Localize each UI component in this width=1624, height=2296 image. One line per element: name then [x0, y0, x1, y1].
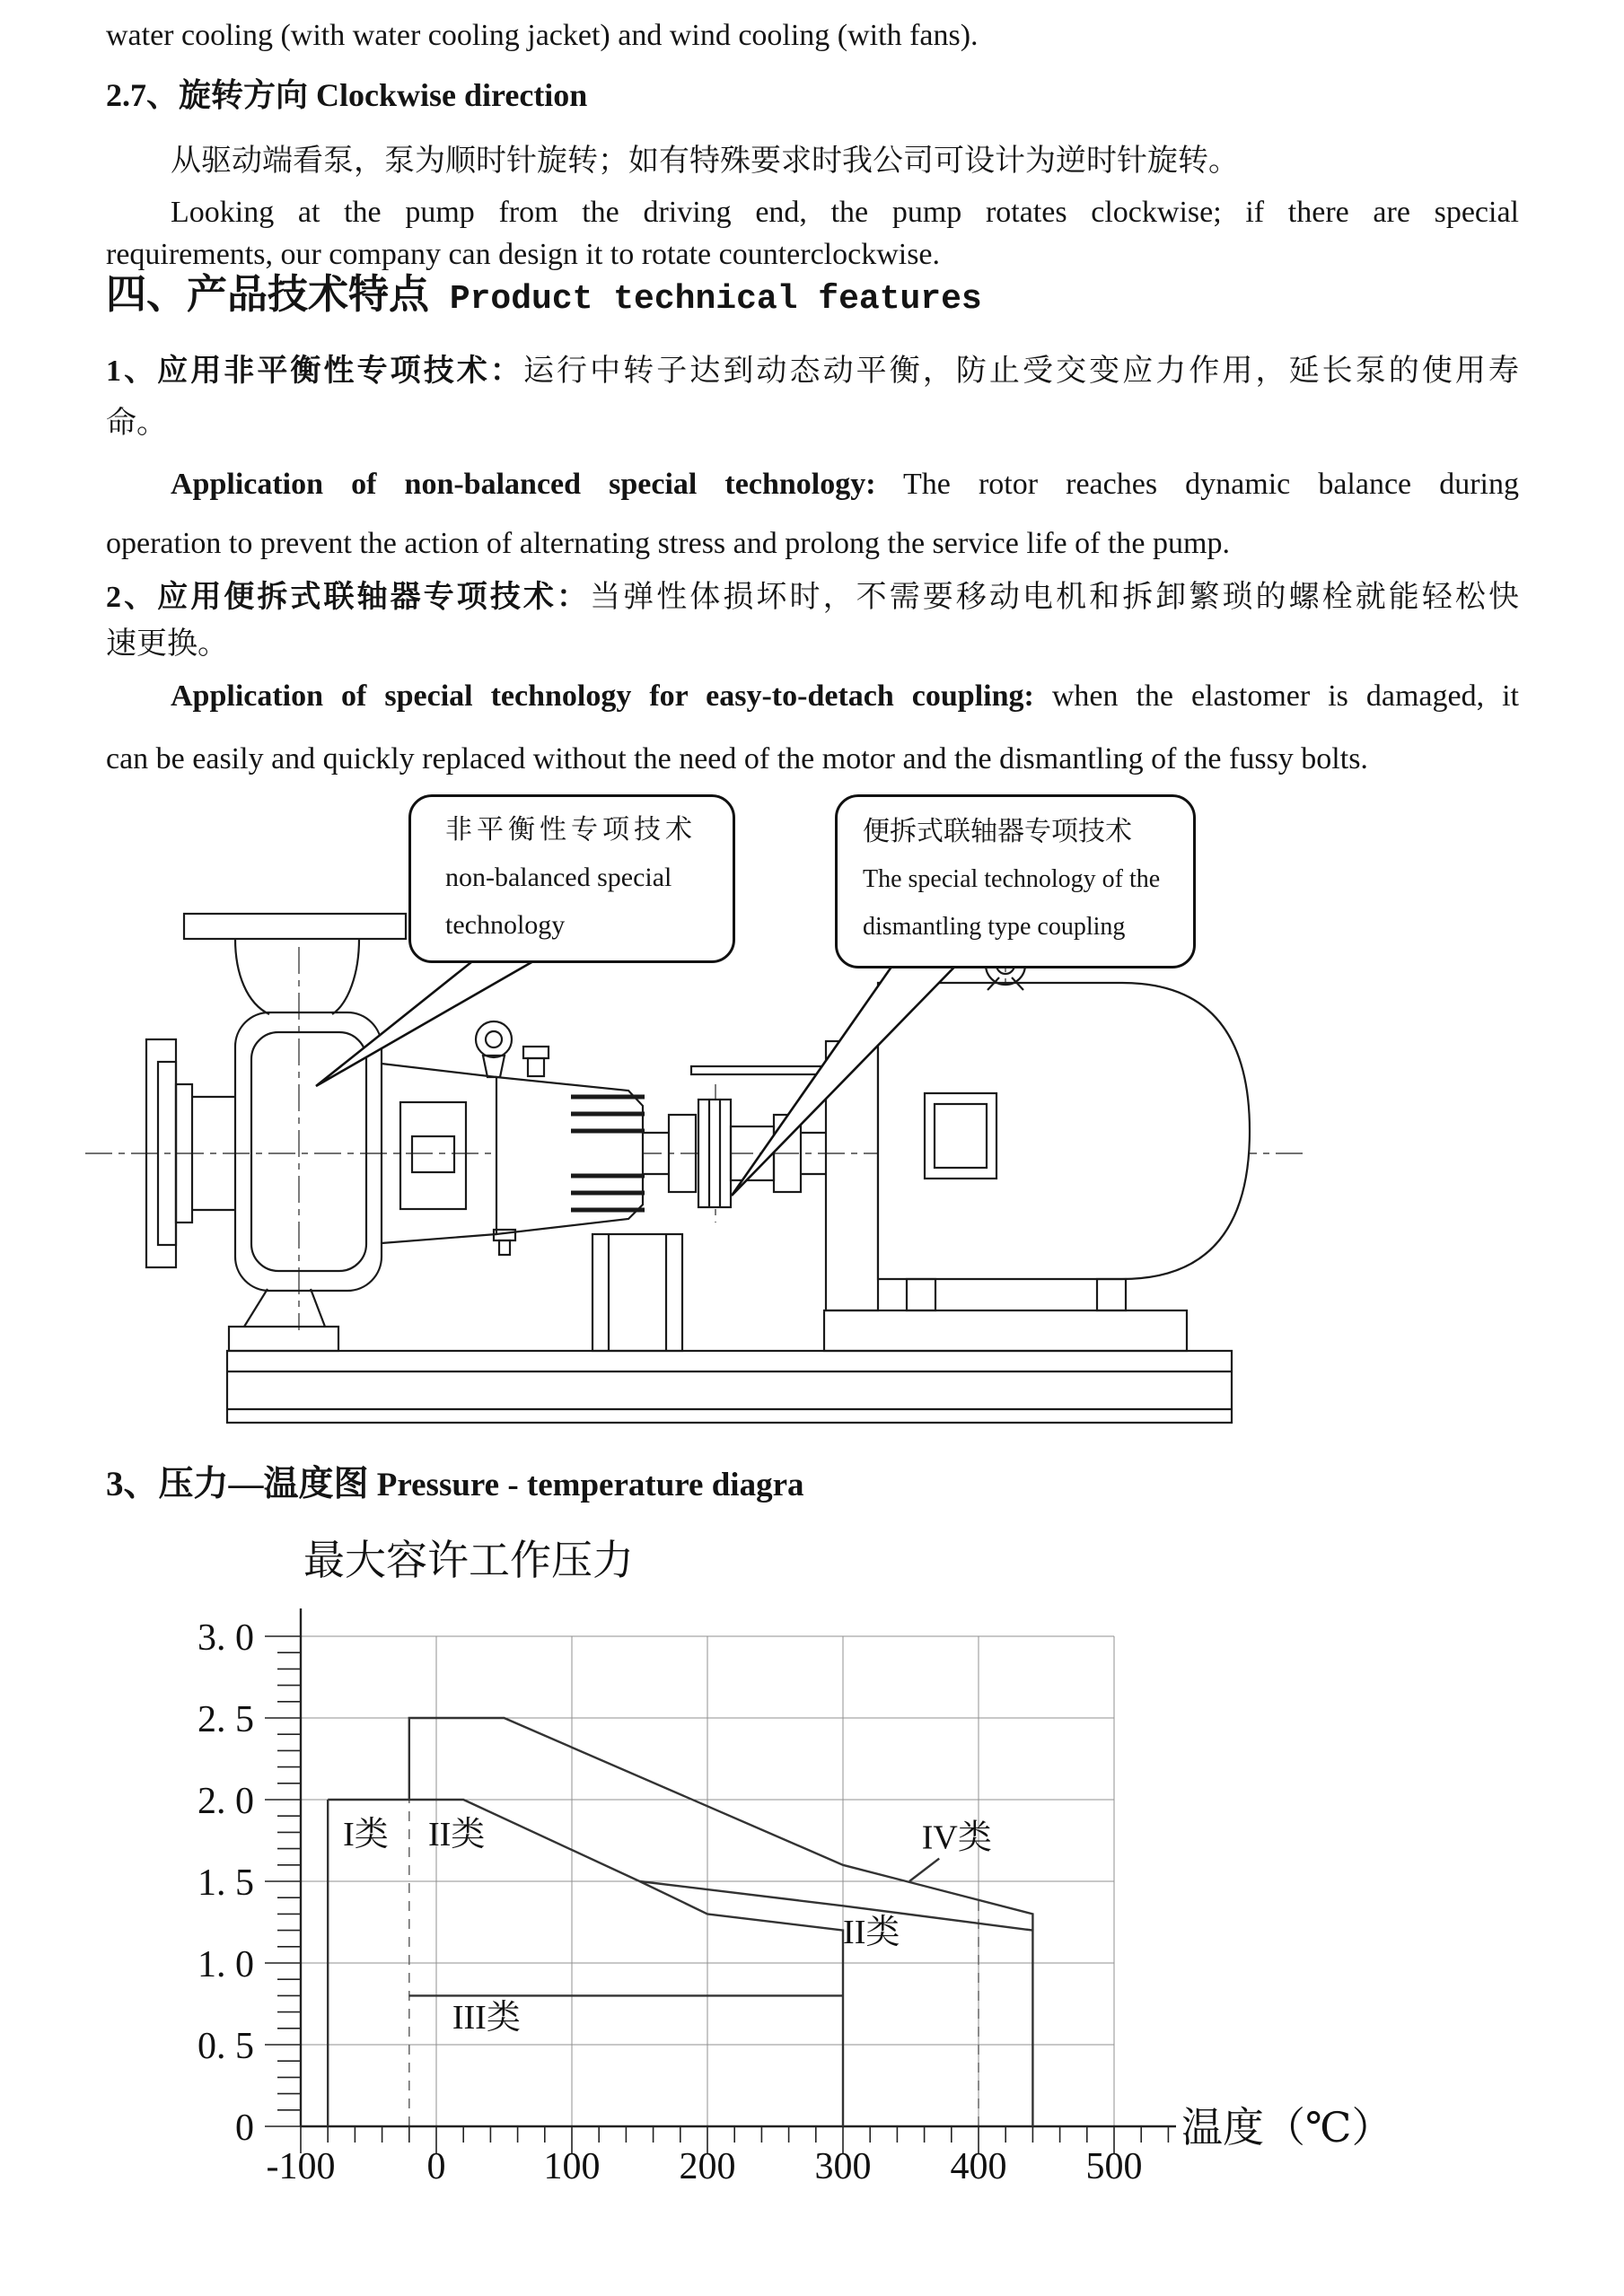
x-tick-label: 300 [814, 2146, 872, 2187]
y-tick-label: 0. 5 [198, 2026, 254, 2067]
discharge-flange [184, 914, 406, 939]
y-tick-label: 3. 0 [198, 1617, 254, 1659]
class-label: III类 [452, 1998, 521, 2037]
class-label: II类 [427, 1815, 486, 1853]
y-tick-label: 2. 0 [198, 1781, 254, 1822]
callout-non-balanced [408, 794, 735, 963]
y-tick-label: 0 [235, 2108, 254, 2149]
class-label: II类 [843, 1914, 900, 1952]
callout2-line1: 便拆式联轴器专项技术 [863, 817, 1132, 846]
chart-annotations [303, 1538, 1392, 2151]
callout1-line1: 非平衡性专项技术 [445, 815, 697, 845]
item1-en-text: The rotor reaches dynamic balance during [875, 468, 1519, 501]
heading-4-en: Product technical features [429, 280, 982, 319]
item1-en-line2: operation to prevent the action of alternating stress and prolong the service life of the pump. [106, 527, 1230, 560]
x-tick-label: 100 [543, 2146, 601, 2187]
item1-en-line1 [171, 465, 1519, 504]
item2-en-label: Application of special technology for easy-to-detach coupling: [171, 679, 1034, 713]
pressure-temperature-chart [0, 1517, 1624, 2235]
item2-en-text: when the elastomer is damaged, it [1033, 679, 1519, 713]
item1-zh-label: 1、应用非平衡性专项技术： [106, 355, 523, 388]
baseplate [227, 1351, 1232, 1423]
item1-zh-line1 [106, 352, 1519, 391]
para-2-7-zh: 从驱动端看泵，泵为顺时针旋转；如有特殊要求时我公司可设计为逆时针旋转。 [171, 145, 1239, 178]
pump-assembly-drawing [0, 781, 1624, 1472]
vent-plug [523, 1047, 549, 1076]
x-tick-label: 400 [950, 2146, 1007, 2187]
curve-class-II-extension-curve [640, 1881, 1033, 1931]
heading-2-7 [106, 75, 587, 115]
pump-support-foot [229, 1289, 338, 1351]
item2-zh-line2: 速更换。 [106, 627, 228, 661]
callout-detach-coupling [835, 794, 1196, 968]
x-tick-label: -100 [266, 2146, 336, 2187]
lifting-eyebolt [476, 1021, 512, 1077]
callout1-line3: technology [445, 910, 566, 940]
x-tick-label: 200 [679, 2146, 736, 2187]
y-tick-label: 2. 5 [198, 1699, 254, 1740]
item1-zh-text: 运行中转子达到动态动平衡，防止受交变应力作用，延长泵的使用寿 [522, 355, 1520, 388]
label-leader-line [909, 1859, 939, 1881]
motor-mount-block [824, 1310, 1187, 1351]
heading-4-zh: 四、产品技术特点 [106, 272, 430, 317]
discharge-pipe [235, 939, 359, 1014]
heading-2-7-zh: 2.7、旋转方向 [106, 77, 309, 113]
motor-feet [907, 1279, 1126, 1310]
class-label: I类 [343, 1815, 389, 1853]
chart-grid [301, 1636, 1114, 2126]
callout1-tail [316, 948, 557, 1086]
heading-4 [106, 272, 982, 320]
callout2-line3: dismantling type coupling [863, 913, 1126, 941]
x-tick-label: 500 [1085, 2146, 1143, 2187]
heading-3-zh: 3、压力—温度图 [106, 1465, 369, 1503]
callout1-line2: non-balanced special [445, 863, 672, 892]
y-tick-label: 1. 0 [198, 1944, 254, 1985]
item2-en-line1 [171, 677, 1519, 716]
intro-line: water cooling (with water cooling jacket) and wind cooling (with fans). [106, 19, 979, 52]
item2-zh-text: 当弹性体损坏时，不需要移动电机和拆卸繁琐的螺栓就能轻松快 [590, 581, 1520, 614]
heading-3-en: Pressure - temperature diagra [368, 1467, 804, 1503]
y-tick-label: 1. 5 [198, 1862, 254, 1904]
item2-en-line2: can be easily and quickly replaced without the need of the motor and the dismantling of the fussy bolts. [106, 742, 1368, 776]
curve-class-IV-curve [409, 1718, 1033, 2126]
chart-tick-labels [198, 1617, 1143, 2187]
x-axis-label: 温度（℃） [1181, 2105, 1393, 2151]
item2-zh-line1 [106, 578, 1519, 618]
chart-curves [328, 1718, 1032, 2126]
item1-zh-line2: 命。 [106, 407, 167, 440]
x-tick-label: 0 [426, 2146, 446, 2187]
class-label: IV类 [921, 1818, 992, 1857]
chart-title: 最大容许工作压力 [303, 1538, 634, 1583]
para-2-7-en-line2: requirements, our company can design it to rotate counterclockwise. [106, 238, 941, 271]
item2-zh-label: 2、应用便拆式联轴器专项技术： [106, 581, 591, 614]
para-2-7-en-line1: Looking at the pump from the driving end, the pump rotates clockwise; if there are special [171, 196, 1519, 229]
pump-pedestal [593, 1234, 682, 1351]
item1-en-label: Application of non-balanced special technology: [171, 468, 876, 501]
heading-2-7-en: Clockwise direction [308, 77, 588, 113]
chart-axes [301, 1608, 1176, 2126]
callout2-line2: The special technology of the [863, 865, 1161, 893]
